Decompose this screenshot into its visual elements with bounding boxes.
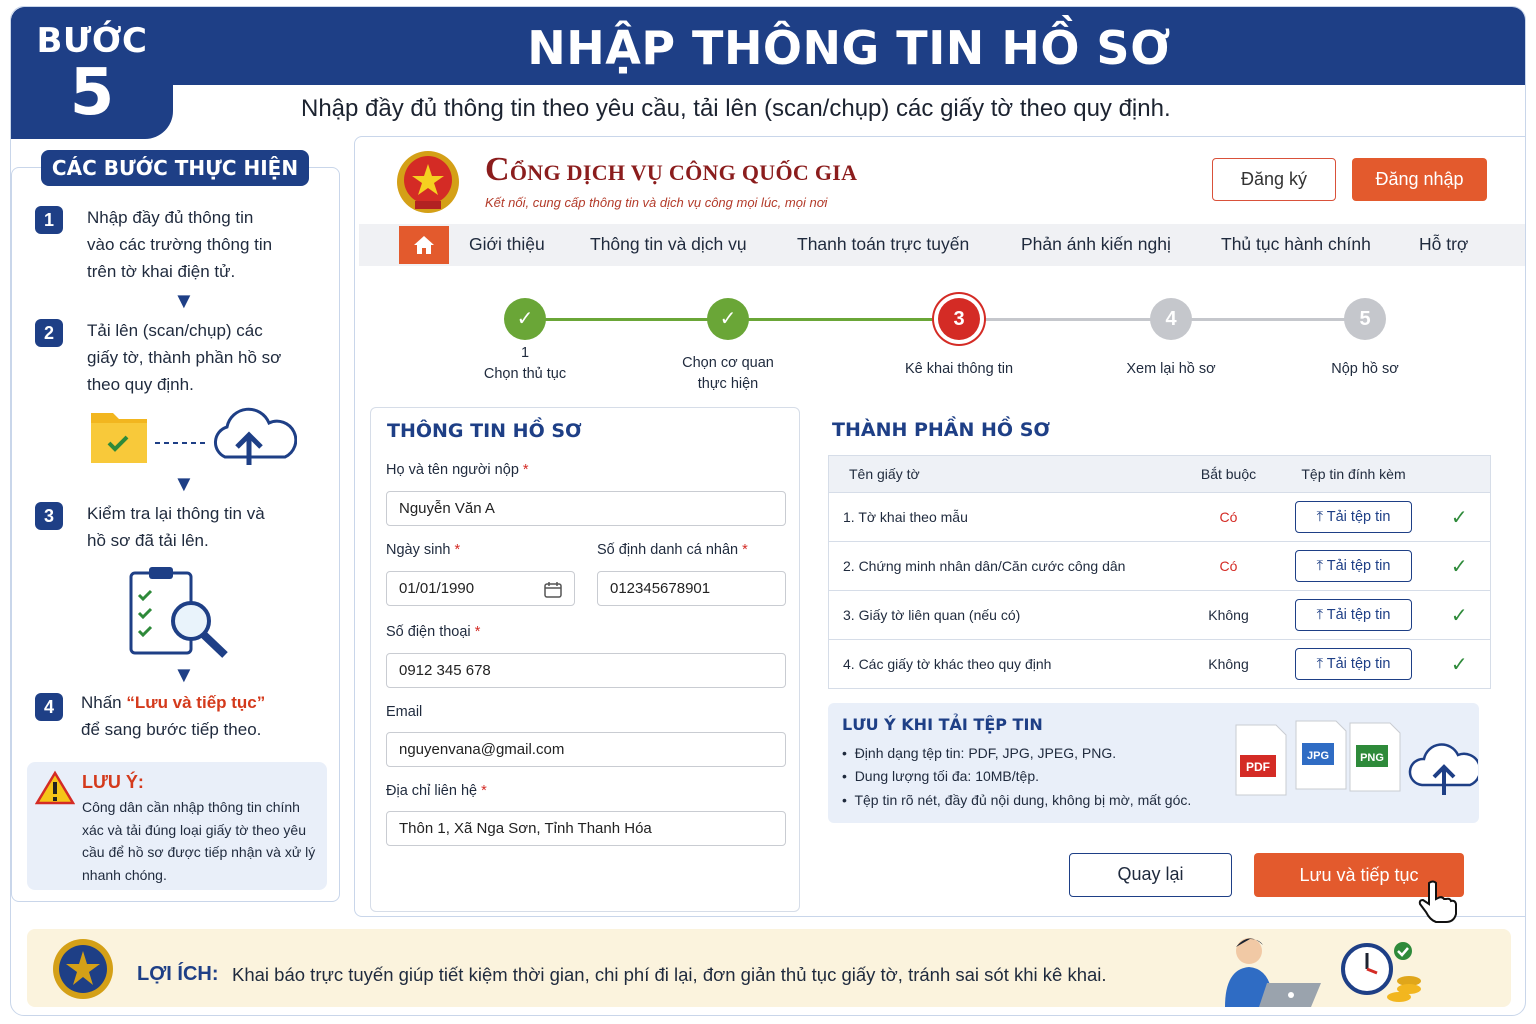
email-label: Email <box>386 704 423 720</box>
upload-icon: ⤒ <box>1316 656 1327 672</box>
tip-text: Tệp tin rõ nét, đầy đủ nội dung, không bị mờ, mất góc. <box>854 792 1192 808</box>
step-3-text <box>87 500 265 554</box>
down-arrow-icon: ▼ <box>173 471 195 496</box>
required-mark: * <box>481 783 487 799</box>
doc-name: 3. Giấy tờ liên quan (nếu có) <box>829 591 1179 640</box>
address-label <box>386 783 487 799</box>
stepper-check-icon: ✓ <box>707 298 749 340</box>
doc-required: Có <box>1179 493 1279 542</box>
check-icon: ✓ <box>1450 653 1468 676</box>
calendar-icon[interactable] <box>544 581 562 598</box>
step-3-number: 3 <box>35 502 63 530</box>
upload-tips-title: LƯU Ý KHI TẢI TỆP TIN <box>842 715 1043 734</box>
doc-upload-cell <box>1279 591 1429 640</box>
nav-ho-tro[interactable]: Hỗ trợ <box>1419 234 1469 254</box>
table-header <box>829 456 1491 493</box>
doc-name: 4. Các giấy tờ khác theo quy định <box>829 640 1179 689</box>
stepper-num-1: 1 <box>520 345 530 361</box>
page-subtitle: Nhập đầy đủ thông tin theo yêu cầu, tải lên (scan/chụp) các giấy tờ theo quy định. <box>301 95 1171 122</box>
nav-thong-tin-dich-vu[interactable]: Thông tin và dịch vụ <box>590 234 747 254</box>
stepper-label-5: Nộp hồ sơ <box>1331 361 1399 377</box>
step-1-text <box>87 204 272 285</box>
tip-item: • Tệp tin rõ nét, đầy đủ nội dung, không bị mờ, mất góc. <box>842 792 1192 808</box>
doc-required: Không <box>1179 640 1279 689</box>
upload-label: Tải tệp tin <box>1326 558 1391 574</box>
portal-window <box>354 136 1526 917</box>
portal-name-rest: ỔNG DỊCH VỤ CÔNG QUỐC GIA <box>509 160 858 185</box>
check-icon: ✓ <box>1450 604 1468 627</box>
step-4-line: để sang bước tiếp theo. <box>81 720 262 739</box>
note-text: Công dân cần nhập thông tin chính xác và tải đúng loại giấy tờ theo yêu cầu để hồ sơ được tiếp nhận và xử lý nhanh chóng. <box>82 799 316 883</box>
upload-label: Tải tệp tin <box>1326 656 1391 672</box>
step-1-line: Nhập đầy đủ thông tin <box>87 208 254 227</box>
infographic-frame <box>10 6 1526 1016</box>
checklist-magnifier-icon <box>127 565 235 663</box>
upload-label: Tải tệp tin <box>1326 509 1391 525</box>
stepper-label-1 <box>455 343 595 385</box>
form-card <box>370 407 800 912</box>
step-1-line: trên tờ khai điện tử. <box>87 262 236 281</box>
step-3-line: hồ sơ đã tải lên. <box>87 531 209 550</box>
national-emblem-icon <box>395 149 461 215</box>
dob-label <box>386 542 460 558</box>
doc-name: 2. Chứng minh nhân dân/Căn cước công dân <box>829 542 1179 591</box>
stepper-current: 3 <box>938 298 980 340</box>
step-1-line: vào các trường thông tin <box>87 235 273 254</box>
upload-button[interactable] <box>1295 550 1412 582</box>
note-box <box>27 762 327 890</box>
upload-label: Tải tệp tin <box>1326 607 1391 623</box>
documents-table <box>828 455 1491 689</box>
nav-thu-tuc[interactable]: Thủ tục hành chính <box>1221 234 1371 254</box>
cloud-upload-icon <box>215 409 295 465</box>
full-name-input[interactable]: Nguyễn Văn A <box>386 491 786 526</box>
stepper-step-4: 4 <box>1150 298 1192 340</box>
benefit-label: LỢI ÍCH: <box>137 963 219 985</box>
stepper-label-4: Xem lại hồ sơ <box>1126 361 1216 377</box>
doc-required: Không <box>1179 591 1279 640</box>
address-label-text: Địa chỉ liên hệ <box>386 783 478 799</box>
nav-gioi-thieu[interactable]: Giới thiệu <box>469 234 545 254</box>
required-mark: * <box>742 542 748 558</box>
dob-input[interactable] <box>386 571 575 606</box>
police-badge-icon <box>51 937 115 1001</box>
upload-icon: ⤒ <box>1316 509 1327 525</box>
table-row <box>829 591 1491 640</box>
down-arrow-icon: ▼ <box>173 288 195 313</box>
table-row <box>829 542 1491 591</box>
register-button[interactable]: Đăng ký <box>1212 158 1336 201</box>
phone-label-text: Số điện thoại <box>386 624 471 640</box>
doc-status <box>1429 591 1491 640</box>
portal-name-initial: C <box>485 151 510 188</box>
upload-icon: ⤒ <box>1316 558 1327 574</box>
note-title: LƯU Ý: <box>82 772 144 792</box>
jpg-label: JPG <box>1306 750 1330 762</box>
person-laptop-illustration <box>1207 933 1327 1007</box>
full-name-label <box>386 462 529 478</box>
steps-header: CÁC BƯỚC THỰC HIỆN <box>41 150 309 186</box>
benefit-bar <box>27 929 1511 1007</box>
pdf-label: PDF <box>1246 760 1270 774</box>
file-types-illustration <box>1228 719 1478 803</box>
step-1-number: 1 <box>35 206 63 234</box>
tip-text: Định dạng tệp tin: PDF, JPG, JPEG, PNG. <box>854 745 1117 761</box>
folder-icon <box>91 413 147 463</box>
page-title: NHẬP THÔNG TIN HỒ SƠ <box>527 21 1171 75</box>
form-title: THÔNG TIN HỒ SƠ <box>387 420 582 442</box>
stepper-label-2: Chọn cơ quan thực hiện <box>682 355 774 392</box>
step-2-line: giấy tờ, thành phần hồ sơ <box>87 348 282 367</box>
doc-name: 1. Tờ khai theo mẫu <box>829 493 1179 542</box>
documents-card <box>812 407 1505 837</box>
home-icon <box>412 234 436 256</box>
step-2-number: 2 <box>35 319 63 347</box>
cloud-upload-icon <box>1410 745 1478 795</box>
phone-input[interactable]: 0912 345 678 <box>386 653 786 688</box>
portal-tagline: Kết nối, cung cấp thông tin và dịch vụ công mọi lúc, mọi nơi <box>485 195 828 210</box>
tip-text: Dung lượng tối đa: 10MB/tệp. <box>854 768 1040 784</box>
save-continue-button[interactable]: Lưu và tiếp tục <box>1254 853 1464 897</box>
address-input[interactable]: Thôn 1, Xã Nga Sơn, Tỉnh Thanh Hóa <box>386 811 786 846</box>
required-mark: * <box>522 462 529 478</box>
warning-icon <box>35 770 75 806</box>
col-attachment: Tệp tin đính kèm <box>1279 456 1429 493</box>
email-input[interactable]: nguyenvana@gmail.com <box>386 732 786 767</box>
required-mark: * <box>474 624 481 640</box>
upload-button[interactable] <box>1295 648 1412 680</box>
id-label <box>597 542 748 558</box>
documents-title: THÀNH PHẦN HỒ SƠ <box>832 419 1050 441</box>
check-icon: ✓ <box>1450 506 1468 529</box>
portal-name <box>485 151 857 189</box>
folder-upload-illustration <box>87 405 297 471</box>
doc-required: Có <box>1179 542 1279 591</box>
login-button[interactable]: Đăng nhập <box>1352 158 1487 201</box>
png-label: PNG <box>1360 752 1384 764</box>
stepper-check-icon: ✓ <box>504 298 546 340</box>
doc-status <box>1429 640 1491 689</box>
nav-phan-anh[interactable]: Phản ánh kiến nghị <box>1021 234 1171 254</box>
main-navbar <box>359 224 1526 266</box>
stepper-label-3: Kê khai thông tin <box>904 361 1014 377</box>
table-row <box>829 640 1491 689</box>
upload-button[interactable] <box>1295 501 1412 533</box>
doc-upload-cell <box>1279 640 1429 689</box>
step-4-prefix: Nhấn <box>81 693 127 712</box>
step-4-highlight: “Lưu và tiếp tục” <box>126 693 266 712</box>
tip-item: • Dung lượng tối đa: 10MB/tệp. <box>842 768 1040 784</box>
step-4-number: 4 <box>35 693 63 721</box>
upload-tips-box <box>828 703 1479 823</box>
doc-status <box>1429 493 1491 542</box>
step-word: BƯỚC <box>36 21 148 61</box>
doc-status <box>1429 542 1491 591</box>
nav-thanh-toan[interactable]: Thanh toán trực tuyến <box>797 234 970 254</box>
upload-button[interactable] <box>1295 599 1412 631</box>
png-file-icon <box>1350 723 1400 791</box>
doc-upload-cell <box>1279 493 1429 542</box>
id-number-input[interactable]: 012345678901 <box>597 571 786 606</box>
col-required: Bắt buộc <box>1179 456 1279 493</box>
id-label-text: Số định danh cá nhân <box>597 542 739 558</box>
benefit-text: Khai báo trực tuyến giúp tiết kiệm thời gian, chi phí đi lại, đơn giản thủ tục giấy tờ, tránh sai sót khi kê khai. <box>232 964 1107 985</box>
jpg-file-icon <box>1296 721 1346 789</box>
pdf-file-icon <box>1236 725 1286 795</box>
step-3-line: Kiểm tra lại thông tin và <box>87 504 265 523</box>
table-row <box>829 493 1491 542</box>
required-mark: * <box>454 542 461 558</box>
upload-icon: ⤒ <box>1316 607 1327 623</box>
step-badge <box>11 7 173 139</box>
back-button[interactable]: Quay lại <box>1069 853 1232 897</box>
col-status <box>1429 456 1491 493</box>
step-2-line: theo quy định. <box>87 375 194 394</box>
col-name: Tên giấy tờ <box>829 456 1179 493</box>
down-arrow-icon: ▼ <box>173 662 195 687</box>
step-number: 5 <box>69 56 115 130</box>
home-button[interactable] <box>399 226 449 264</box>
doc-upload-cell <box>1279 542 1429 591</box>
tip-item: • Định dạng tệp tin: PDF, JPG, JPEG, PNG. <box>842 745 1117 761</box>
full-name-label-text: Họ và tên người nộp <box>386 462 519 478</box>
step-2-line: Tải lên (scan/chụp) các <box>87 321 263 340</box>
step-4-text <box>81 689 265 743</box>
stepper-step-5: 5 <box>1344 298 1386 340</box>
clock-coins-icon <box>1337 935 1427 1007</box>
stepper-text-1: Chọn thủ tục <box>483 366 567 382</box>
dob-value: 01/01/1990 <box>399 580 475 597</box>
step-2-text <box>87 317 281 398</box>
dob-label-text: Ngày sinh <box>386 542 451 558</box>
hand-cursor-icon <box>1417 879 1457 923</box>
check-icon: ✓ <box>1450 555 1468 578</box>
phone-label <box>386 624 480 640</box>
